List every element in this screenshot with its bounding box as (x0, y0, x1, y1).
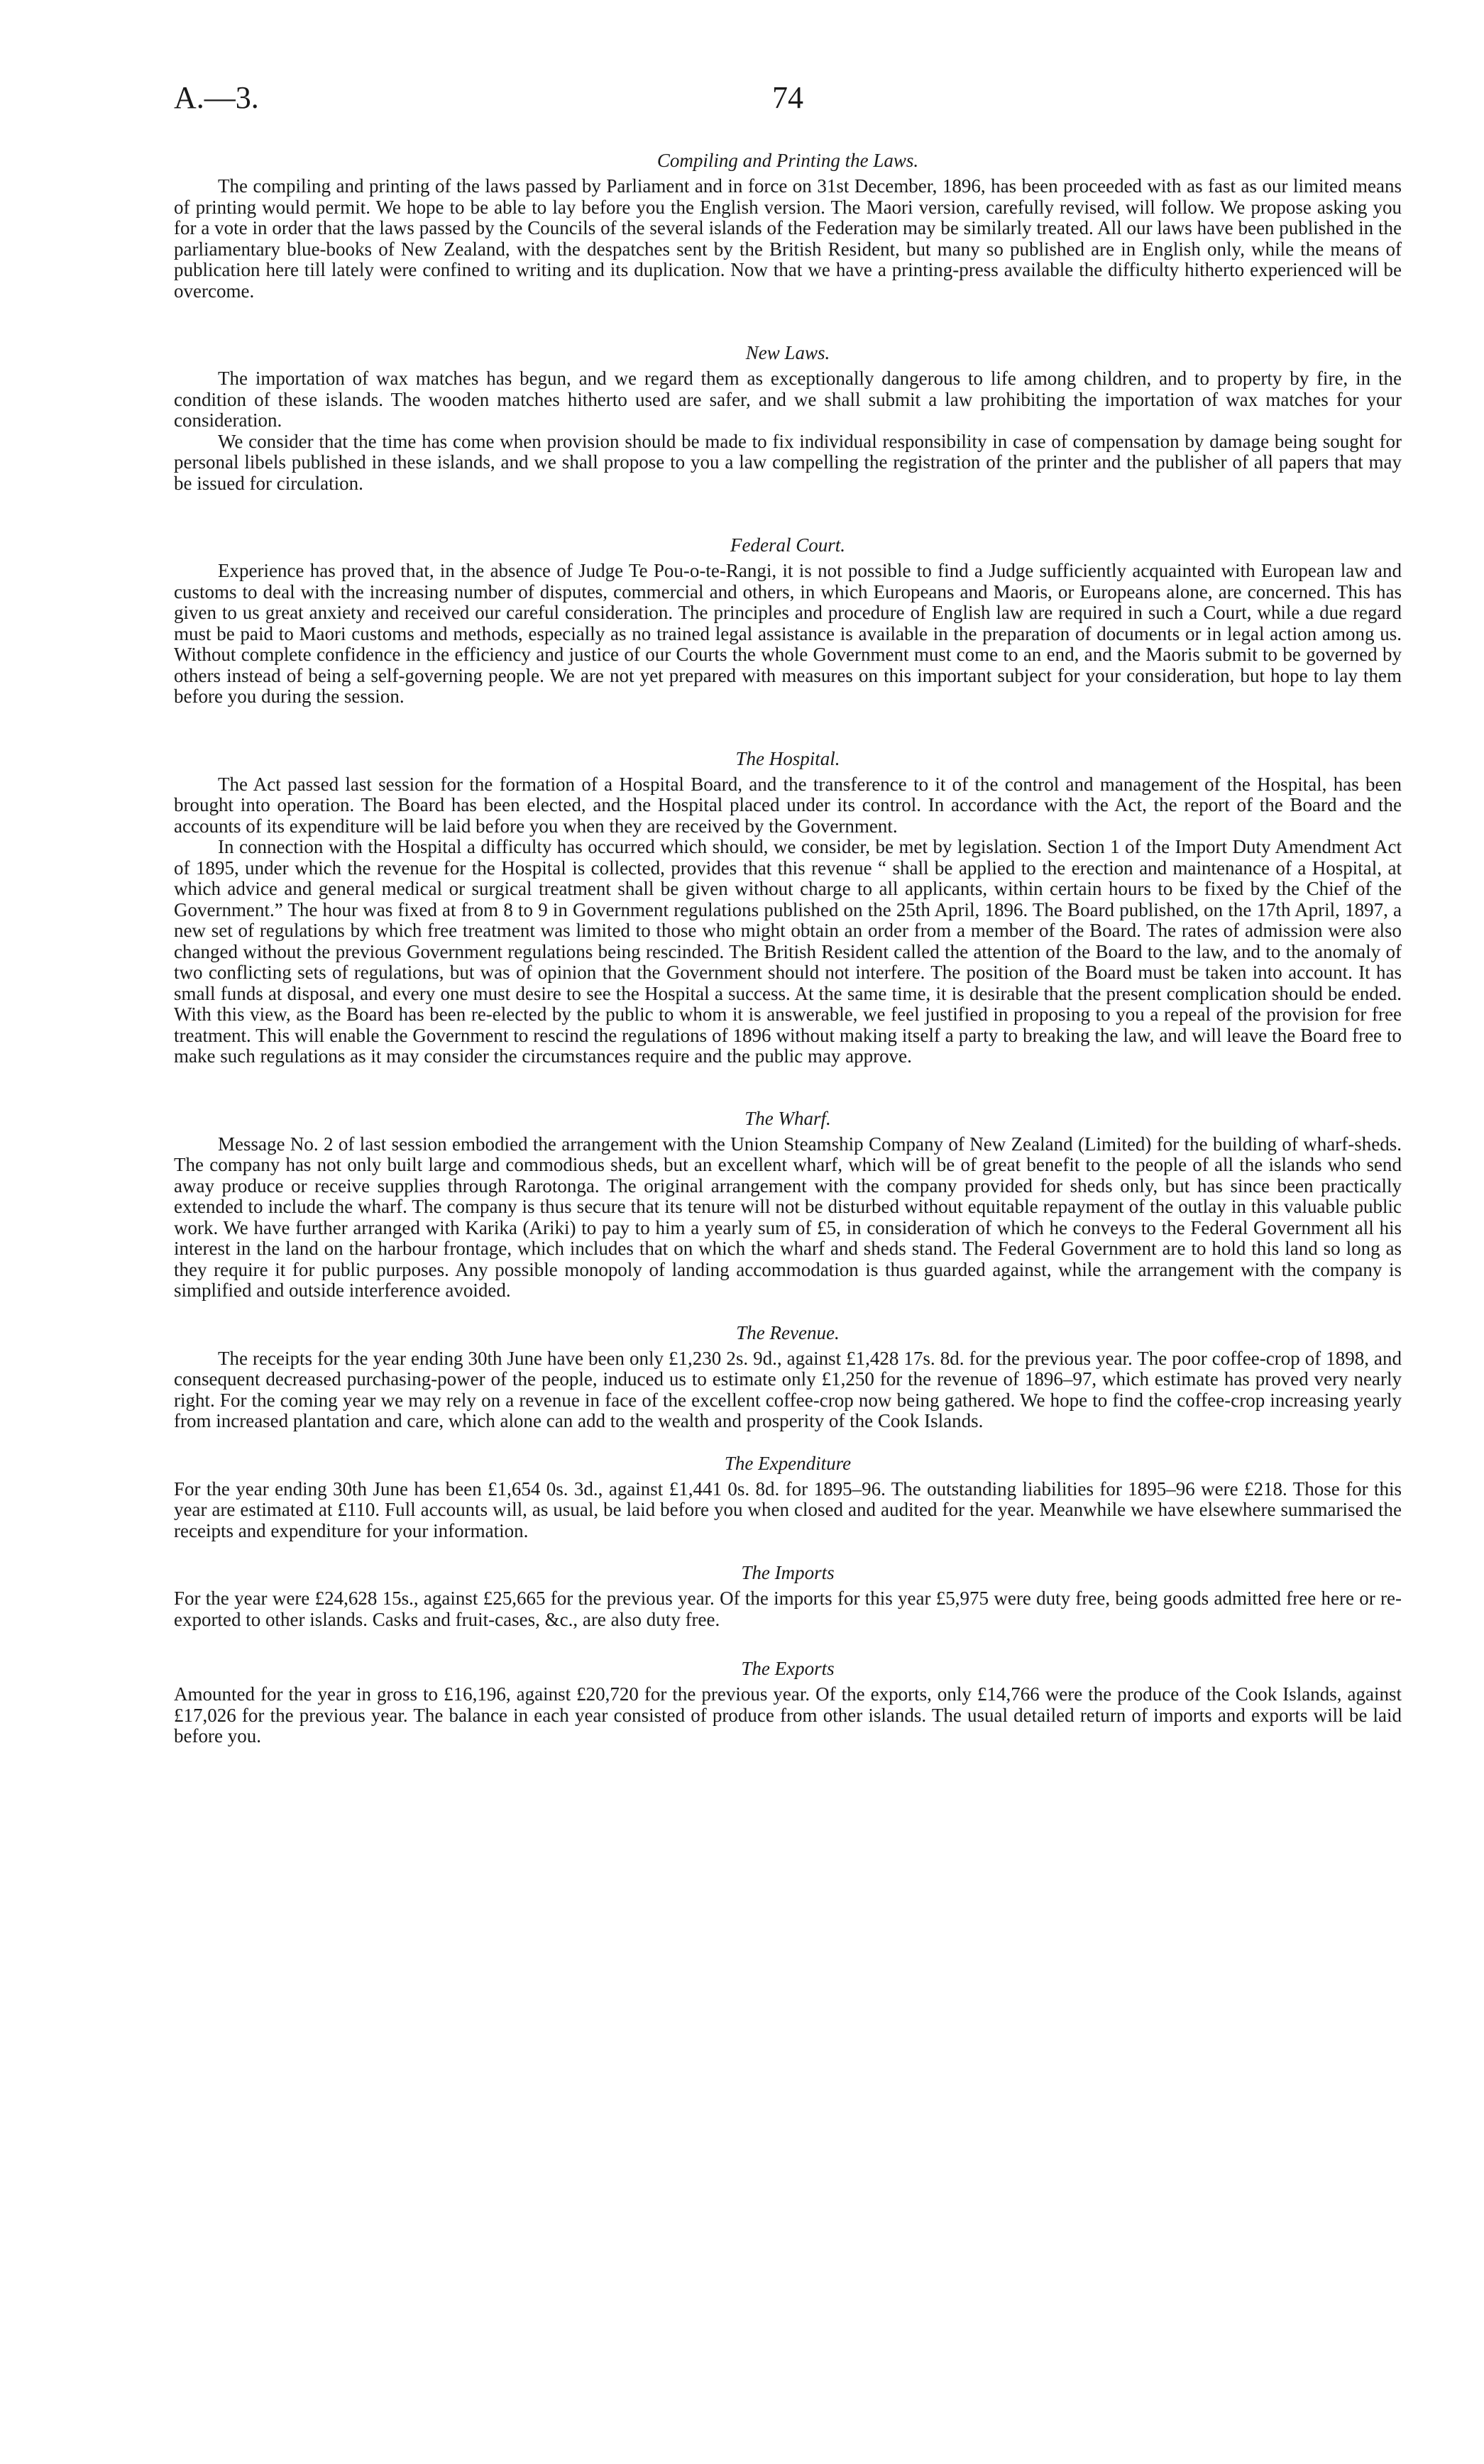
paragraph: Amounted for the year in gross to £16,196, against £20,720 for the previous year. Of the exports, only £14,766 were the produce of the Cook Islands, against £17,026 for the previous year. The balance in each year consisted of produce from other islands. The usual detailed return of imports and exports will be laid before you. (174, 1683, 1402, 1747)
section-federal-court (174, 534, 1402, 708)
page-header (174, 79, 1402, 129)
paragraph: The Act passed last session for the formation of a Hospital Board, and the transference to it of the control and management of the Hospital, has been brought into operation. The Board has been elected, and the Hospital placed under its control. In accordance with the Act, the report of the Board and the accounts of its expenditure will be laid before you when they are received by the Government. (174, 773, 1402, 837)
page-number: 74 (772, 80, 803, 115)
paragraph: Message No. 2 of last session embodied the arrangement with the Union Steamship Company of New Zealand (Limited) for the building of wharf-sheds. The company has not only built large and commodious sheds, but an excellent wharf, which will be of great benefit to the people of all the islands who send away produce or receive supplies through Rarotonga. The original arrangement with the company provided for sheds only, but has since been practically extended to include the wharf. The company is thus secure that its tenure will not be disturbed without equitable repayment of the outlay in this valuable public work. We have further arranged with Karika (Ariki) to pay to him a yearly sum of £5, in consideration of which he conveys to the Federal Government all his interest in the land on the harbour frontage, which includes that on which the wharf and sheds stand. The Federal Government are to hold this land so long as they require it for public purposes. Any possible monopoly of landing accommodation is thus guarded against, while the arrangement with the company is simplified and outside interference avoided. (174, 1133, 1402, 1301)
section-title: The Exports (741, 1658, 835, 1679)
section-revenue (174, 1321, 1402, 1432)
section-title: The Revenue. (736, 1321, 840, 1343)
paragraph: Experience has proved that, in the absence of Judge Te Pou-o-te-Rangi, it is not possible to find a Judge sufficiently acquainted with European law and customs to deal with the increasing number of disputes, commercial and others, in which Europeans and Maoris, or Europeans alone, are concerned. This has given to us great anxiety and received our careful consideration. The principles and procedure of English law are required in such a Court, while a due regard must be paid to Maori customs and methods, especially as no trained legal assistance is available in the preparation of documents or in legal action among us. Without complete confidence in the efficiency and justice of our Courts the whole Government must come to an end, and the Maoris submit to be governed by others instead of being a self-governing people. We are not yet prepared with measures on this important subject for your consideration, but hope to lay them before you during the session. (174, 560, 1402, 707)
section-title: The Hospital. (735, 747, 840, 769)
paragraph: The compiling and printing of the laws passed by Parliament and in force on 31st December, 1896, has been proceeded with as fast as our limited means of printing would permit. We hope to be able to lay before you the English version. The Maori version, carefully revised, will follow. We propose asking you for a vote in order that the laws passed by the Councils of the several islands of the Federation may be similarly treated. All our laws have been published in the parliamentary blue-books of New Zealand, with the despatches sent by the British Resident, but many so published are in English only, while the means of publication here till lately were confined to writing and its duplication. Now that we have a printing-press available the difficulty hitherto experienced will be overcome. (174, 175, 1402, 302)
section-imports (174, 1561, 1402, 1630)
paragraph: The importation of wax matches has begun, and we regard them as exceptionally dangerous to life among children, and to property by fire, in the condition of these islands. The wooden matches hitherto used are safer, and we shall submit a law prohibiting the importation of wax matches for your consideration. (174, 368, 1402, 431)
document-body (174, 149, 1402, 1747)
paragraph: The receipts for the year ending 30th June have been only £1,230 2s. 9d., against £1,428 17s. 8d. for the previous year. The poor coffee-crop of 1898, and consequent decreased purchasing-power of the people, induced us to estimate only £1,250 for the revenue of 1896–97, which estimate has proved very nearly right. For the coming year we may rely on a revenue in face of the excellent coffee-crop now being gathered. We hope to find the coffee-crop increasing yearly from increased plantation and care, which alone can add to the wealth and prosperity of the Cook Islands. (174, 1347, 1402, 1431)
section-title: The Wharf. (744, 1107, 831, 1129)
paragraph: For the year were £24,628 15s., against £25,665 for the previous year. Of the imports for this year £5,975 were duty free, being goods admitted free here or re-exported to other islands. Casks and fruit-cases, &c., are also duty free. (174, 1588, 1402, 1630)
section-title: Compiling and Printing the Laws. (656, 150, 919, 171)
section-hospital (174, 747, 1402, 1067)
paragraph: In connection with the Hospital a difficulty has occurred which should, we consider, be met by legislation. Section 1 of the Import Duty Amendment Act of 1895, under which the revenue for the Hospital is collected, provides that this revenue “ shall be applied to the erection and maintenance of a Hospital, at which advice and general medical or surgical treatment shall be given without charge to all applicants, within certain hours to be fixed by the Chief of the Government.” The hour was fixed at from 8 to 9 in Government regulations published on the 25th April, 1896. The Board published, on the 17th April, 1897, a new set of regulations by which free treatment was limited to those who might obtain an order from a member of the Board. The rates of admission were also changed without the previous Government regulations being rescinded. The British Resident called the attention of the Board to the law, and to the anomaly of two conflicting sets of regulations, but was of opinion that the Government should not interfere. The position of the Board must be taken into account. It has small funds at disposal, and every one must desire to see the Hospital a success. At the same time, it is desirable that the present complication should be ended. With this view, as the Board has been re-elected by the public to whom it is answerable, we feel justified in proposing to you a repeal of the provision for free treatment. This will enable the Government to rescind the regulations of 1896 without making itself a party to breaking the law, and will leave the Board free to make such regulations as it may consider the circumstances require and the public may approve. (174, 836, 1402, 1067)
paragraph: For the year ending 30th June has been £1,654 0s. 3d., against £1,441 0s. 8d. for 1895–96. The outstanding liabilities for 1895–96 were £218. Those for this year are estimated at £110. Full accounts will, as usual, be laid before you when closed and audited for the year. Meanwhile we have elsewhere summarised the receipts and expenditure for your information. (174, 1478, 1402, 1541)
section-expenditure (174, 1452, 1402, 1542)
section-exports (174, 1657, 1402, 1747)
section-title: Federal Court. (730, 534, 845, 556)
section-compiling (174, 149, 1402, 302)
section-title: The Imports (741, 1562, 835, 1583)
document-reference: A.—3. (174, 80, 259, 115)
paragraph: We consider that the time has come when provision should be made to fix individual responsibility in case of compensation by damage being sought for personal libels published in these islands, and we shall propose to you a law compelling the registration of the printer and the publisher of all papers that may be issued for circulation. (174, 430, 1402, 494)
section-title: The Expenditure (724, 1452, 852, 1474)
section-new-laws (174, 341, 1402, 494)
section-wharf (174, 1107, 1402, 1302)
section-title: New Laws. (745, 342, 830, 363)
